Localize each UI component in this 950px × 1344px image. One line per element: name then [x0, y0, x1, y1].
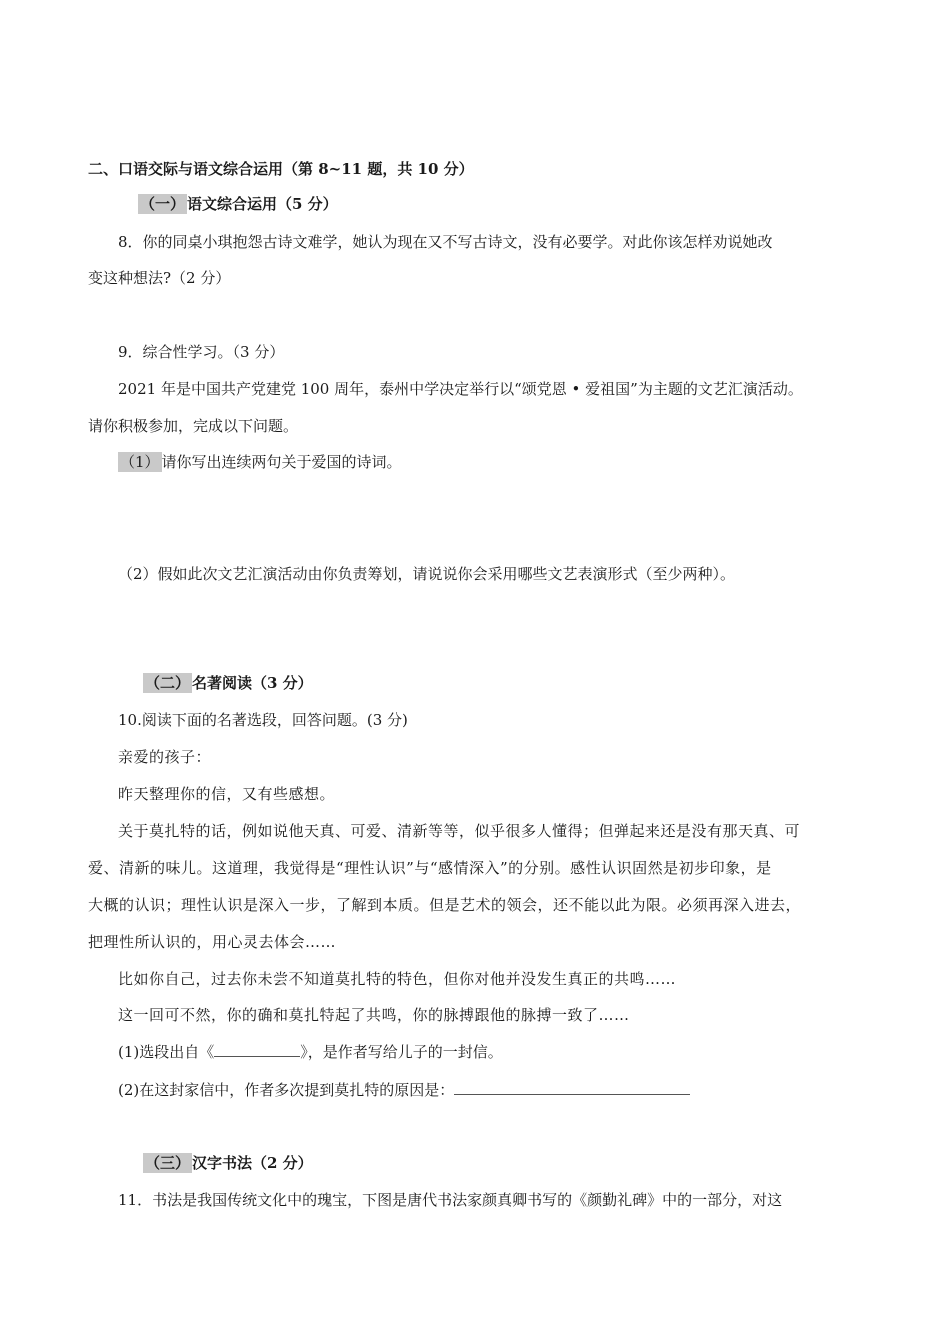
q10-title: 10.阅读下面的名著选段，回答问题。(3 分): [118, 711, 408, 729]
letter-paragraph-2-line-4: 把理性所认识的，用心灵去体会……: [88, 933, 337, 951]
q10-sq1-suffix: 》，是作者写给儿子的一封信。: [300, 1043, 503, 1061]
q10-sq1-blank[interactable]: [214, 1042, 300, 1057]
letter-paragraph-2-line-1: 关于莫扎特的话，例如说他天真、可爱、清新等等，似乎很多人懂得；但弹起来还是没有那天真、可: [118, 822, 801, 840]
q8-line-2: 变这种想法?（2 分）: [88, 269, 231, 287]
subsection-heading-3: [143, 1153, 313, 1173]
subsection-label-2: 名著阅读（3 分）: [192, 674, 313, 692]
letter-paragraph-4: 这一回可不然，你的确和莫扎特起了共鸣，你的脉搏跟他的脉搏一致了……: [118, 1006, 630, 1024]
letter-paragraph-2-line-3: 大概的认识；理性认识是深入一步，了解到本质。但是艺术的领会，还不能以此为限。必须再深入进去，: [88, 896, 802, 914]
letter-paragraph-3: 比如你自己，过去你未尝不知道莫扎特的特色，但你对他并没发生真正的共鸣……: [118, 970, 677, 988]
letter-paragraph-2-line-2: 爱、清新的味儿。这道理，我觉得是“理性认识”与“感情深入”的分别。感性认识固然是初步印象，是: [88, 859, 772, 877]
letter-salutation: 亲爱的孩子：: [118, 748, 212, 766]
q10-sq2-text: (2)在这封家信中，作者多次提到莫扎特的原因是：: [118, 1081, 455, 1099]
subsection-heading-1: [138, 194, 338, 214]
subsection-tag-3: （三）: [145, 1154, 191, 1172]
q9-line-2: 请你积极参加，完成以下问题。: [88, 417, 299, 435]
q8-line-1: 8．你的同桌小琪抱怨古诗文难学，她认为现在又不写古诗文，没有必要学。对此你该怎样劝说她改: [118, 233, 773, 251]
subsection-label-3: 汉字书法（2 分）: [192, 1154, 313, 1172]
q9-part-1-text: 请你写出连续两句关于爱国的诗词。: [161, 453, 402, 471]
q9-title: 9．综合性学习。（3 分）: [118, 343, 285, 361]
q10-sq1-prefix: (1)选段出自《: [118, 1043, 215, 1061]
q10-subquestion-2: [118, 1080, 690, 1100]
q9-part-1: [118, 452, 402, 472]
q9-part-1-tag: （1）: [120, 453, 160, 471]
subsection-tag-1: （一）: [140, 195, 186, 213]
section-title: 二、口语交际与语文综合运用（第 8~11 题，共 10 分）: [88, 160, 474, 178]
subsection-tag-2: （二）: [145, 674, 191, 692]
q11-line-1: 11．书法是我国传统文化中的瑰宝，下图是唐代书法家颜真卿书写的《颜勤礼碑》中的一部分，对这: [118, 1191, 783, 1209]
q9-line-1: 2021 年是中国共产党建党 100 周年，泰州中学决定举行以“颂党恩 • 爱祖国”为主题的文艺汇演活动。: [118, 380, 803, 398]
q10-sq2-blank[interactable]: [454, 1080, 690, 1095]
q10-subquestion-1: [118, 1042, 503, 1062]
subsection-label-1: 语文综合运用（5 分）: [187, 195, 338, 213]
subsection-heading-2: [143, 673, 313, 693]
q9-part-2: （2）假如此次文艺汇演活动由你负责筹划，请说说你会采用哪些文艺表演形式（至少两种）。: [118, 565, 736, 583]
letter-paragraph-1: 昨天整理你的信，又有些感想。: [118, 785, 336, 803]
